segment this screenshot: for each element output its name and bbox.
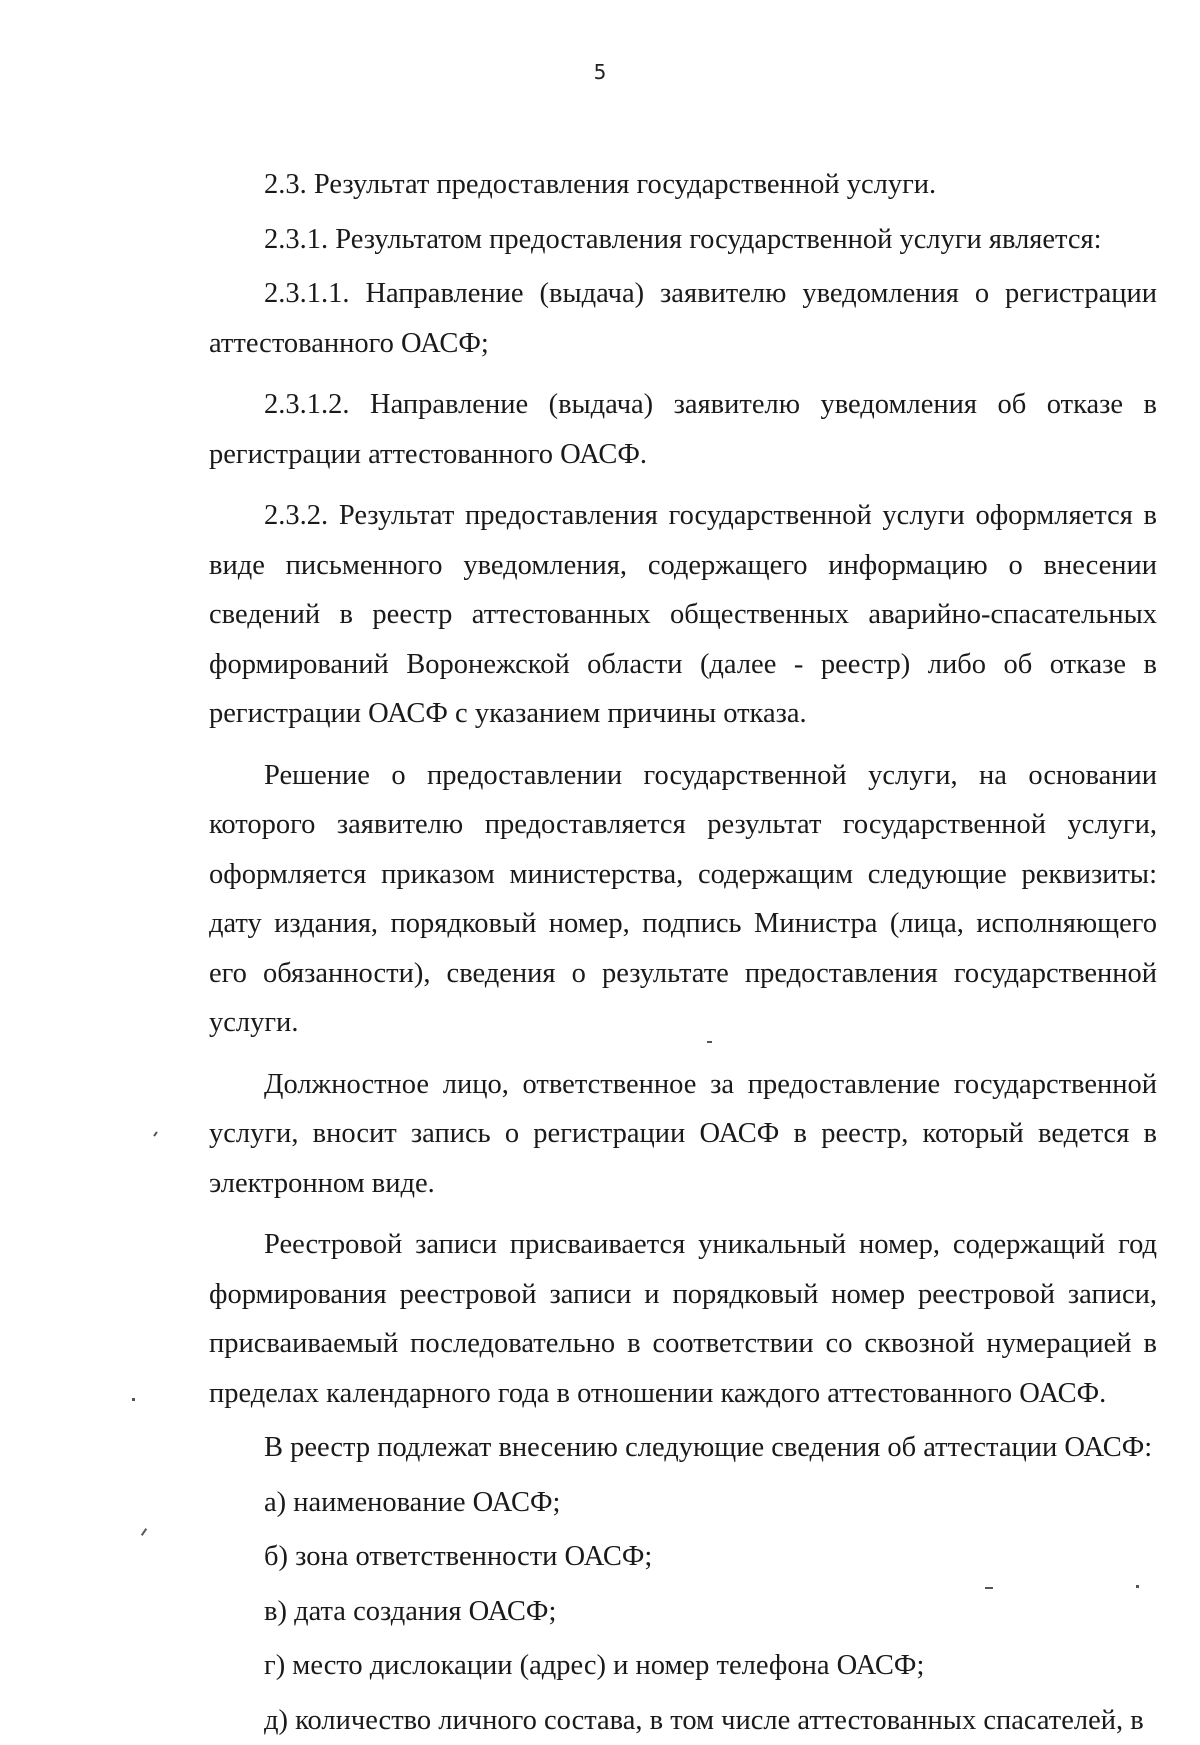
scan-speck [707, 1041, 712, 1043]
scan-speck [153, 1131, 158, 1136]
paragraph-2-3-1: 2.3.1. Результатом предоставления государственной услуги является: [209, 215, 1157, 265]
paragraph-2-3-1-1: 2.3.1.1. Направление (выдача) заявителю уведомления о регистрации аттестованного ОАСФ; [209, 269, 1157, 368]
paragraph-2-3-1-2: 2.3.1.2. Направление (выдача) заявителю уведомления об отказе в регистрации аттестованного ОАСФ. [209, 380, 1157, 479]
paragraph-registry-number: Реестровой записи присваивается уникальный номер, содержащий год формирования реестровой записи и порядковый номер реестровой записи, присваиваемый последовательно в соответствии со сквозной нумерацией в пределах календарного года в отношении каждого аттестованного ОАСФ. [209, 1220, 1157, 1418]
paragraph-official: Должностное лицо, ответственное за предоставление государственной услуги, вносит запись о регистрации ОАСФ в реестр, который ведется в электронном виде. [209, 1060, 1157, 1209]
page-number: 5 [0, 60, 1200, 84]
list-item-b: б) зона ответственности ОАСФ; [209, 1532, 1157, 1582]
scan-speck [141, 1528, 147, 1536]
paragraph-registry-contents: В реестр подлежат внесению следующие сведения об аттестации ОАСФ: [209, 1423, 1157, 1473]
scan-speck [1136, 1585, 1139, 1588]
document-body [209, 160, 1157, 1745]
list-item-a: а) наименование ОАСФ; [209, 1478, 1157, 1528]
scan-speck [985, 1587, 993, 1589]
paragraph-2-3-2: 2.3.2. Результат предоставления государственной услуги оформляется в виде письменного уведомления, содержащего информацию о внесении сведений в реестр аттестованных общественных аварийно-спасательных формирований Воронежской области (далее - реестр) либо об отказе в регистрации ОАСФ с указанием причины отказа. [209, 491, 1157, 739]
paragraph-decision: Решение о предоставлении государственной услуги, на основании которого заявителю предоставляется результат государственной услуги, оформляется приказом министерства, содержащим следующие реквизиты: дату издания, порядковый номер, подпись Министра (лица, исполняющего его обязанности), сведения о результате предоставления государственной услуги. [209, 751, 1157, 1048]
list-item-d: д) количество личного состава, в том числе аттестованных спасателей, в [209, 1696, 1157, 1745]
list-item-v: в) дата создания ОАСФ; [209, 1587, 1157, 1637]
scan-speck [132, 1398, 135, 1401]
paragraph-2-3: 2.3. Результат предоставления государственной услуги. [209, 160, 1157, 210]
list-item-g: г) место дислокации (адрес) и номер телефона ОАСФ; [209, 1641, 1157, 1691]
